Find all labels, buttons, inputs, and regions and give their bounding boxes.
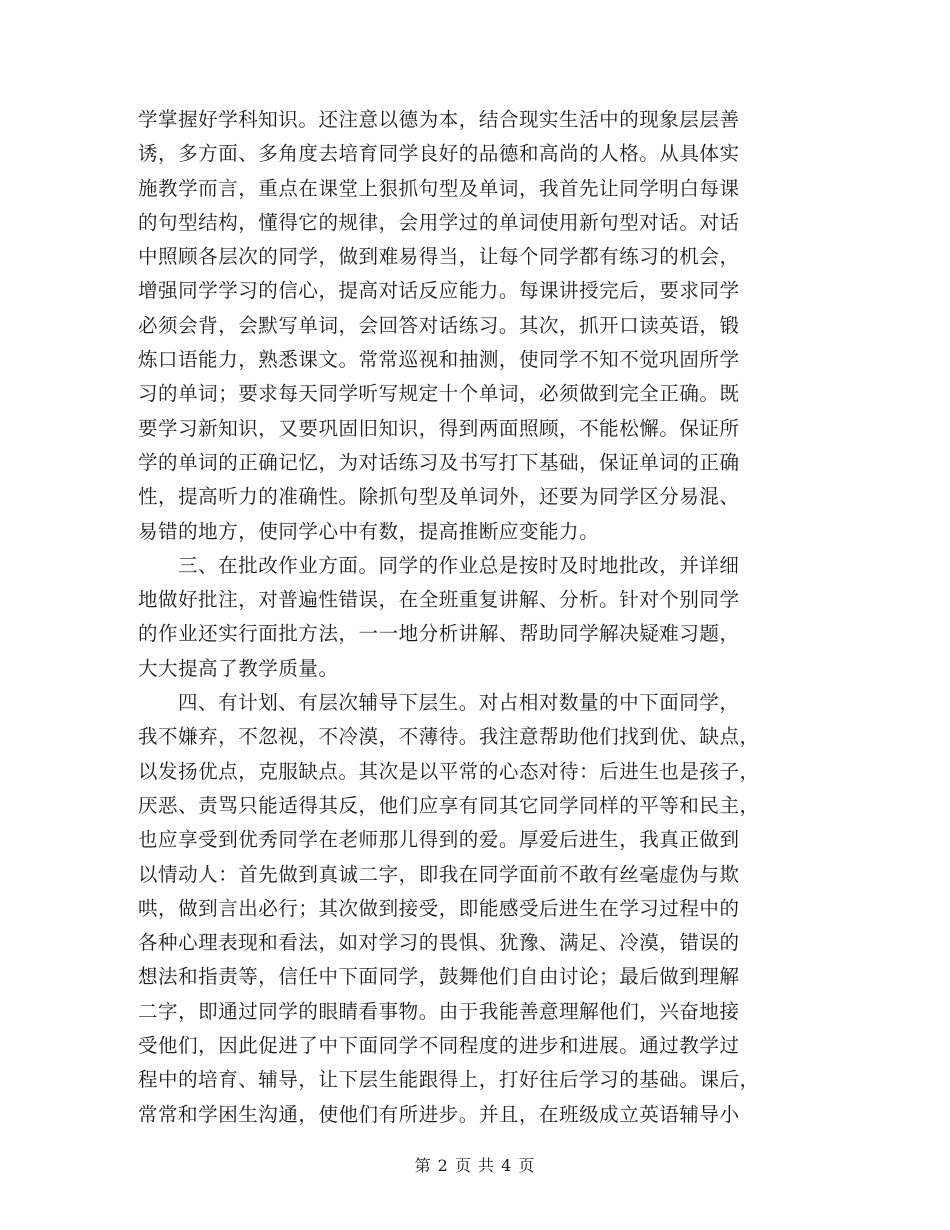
- text-line: 易错的地方，使同学心中有数，提高推断应变能力。: [138, 519, 600, 543]
- body-text: [138, 103, 798, 1132]
- text-line: 地做好批注，对普遍性错误，在全班重复讲解、分析。针对个别同学: [138, 588, 740, 612]
- text-line: 炼口语能力，熟悉课文。常常巡视和抽测，使同学不知不觉巩固所学: [138, 348, 740, 372]
- text-line: 程中的培育、辅导，让下层生能跟得上，打好往后学习的基础。课后，: [138, 1068, 760, 1092]
- text-line: 习的单词；要求每天同学听写规定十个单词，必须做到完全正确。既: [138, 382, 740, 406]
- text-line: 必须会背，会默写单词，会回答对话练习。其次，抓开口读英语，锻: [138, 313, 740, 337]
- text-line: 厌恶、责骂只能适得其反，他们应享有同其它同学同样的平等和民主，: [138, 793, 760, 817]
- text-line: 学的单词的正确记忆，为对话练习及书写打下基础，保证单词的正确: [138, 450, 740, 474]
- text-line: 性，提高听力的准确性。除抓句型及单词外，还要为同学区分易混、: [138, 485, 740, 509]
- text-line: 我不嫌弃，不忽视，不冷漠，不薄待。我注意帮助他们找到优、缺点，: [138, 725, 760, 749]
- text-line: 施教学而言，重点在课堂上狠抓句型及单词，我首先让同学明白每课: [138, 176, 740, 200]
- text-line: 各种心理表现和看法，如对学习的畏惧、犹豫、满足、冷漠，错误的: [138, 931, 740, 955]
- text-line: 学掌握好学科知识。还注意以德为本，结合现实生活中的现象层层善: [138, 108, 740, 131]
- text-line: 以发扬优点，克服缺点。其次是以平常的心态对待：后进生也是孩子，: [138, 759, 760, 783]
- text-line: 的句型结构，懂得它的规律，会用学过的单词使用新句型对话。对话: [138, 210, 740, 234]
- text-line: 的作业还实行面批方法，一一地分析讲解、帮助同学解决疑难习题，: [138, 622, 740, 646]
- text-line: 受他们，因此促进了中下面同学不同程度的进步和进展。通过教学过: [138, 1034, 740, 1058]
- text-line: 要学习新知识，又要巩固旧知识，得到两面照顾，不能松懈。保证所: [138, 416, 740, 440]
- text-line: 常常和学困生沟通，使他们有所进步。并且，在班级成立英语辅导小: [138, 1102, 740, 1126]
- text-line: 以情动人：首先做到真诚二字，即我在同学面前不敢有丝毫虚伪与欺: [138, 862, 740, 886]
- paragraph-start-line: 四、有计划、有层次辅导下层生。对占相对数量的中下面同学，: [178, 691, 740, 715]
- text-line: 增强同学学习的信心，提高对话反应能力。每课讲授完后，要求同学: [138, 279, 740, 303]
- paragraph-start-line: 三、在批改作业方面。同学的作业总是按时及时地批改，并详细: [178, 553, 740, 577]
- text-line: 想法和指责等，信任中下面同学，鼓舞他们自由讨论；最后做到理解: [138, 965, 740, 989]
- text-line: 大大提高了教学质量。: [138, 656, 339, 680]
- page-number-footer: 第 2 页 共 4 页: [414, 1156, 536, 1175]
- text-line: 中照顾各层次的同学，做到难易得当，让每个同学都有练习的机会，: [138, 245, 740, 269]
- text-line: 哄，做到言出必行；其次做到接受，即能感受后进生在学习过程中的: [138, 896, 740, 920]
- text-line: 也应享受到优秀同学在老师那儿得到的爱。厚爱后进生，我真正做到: [138, 828, 740, 852]
- text-line: 二字，即通过同学的眼睛看事物。由于我能善意理解他们，兴奋地接: [138, 999, 740, 1023]
- text-line: 诱，多方面、多角度去培育同学良好的品德和高尚的人格。从具体实: [138, 142, 740, 166]
